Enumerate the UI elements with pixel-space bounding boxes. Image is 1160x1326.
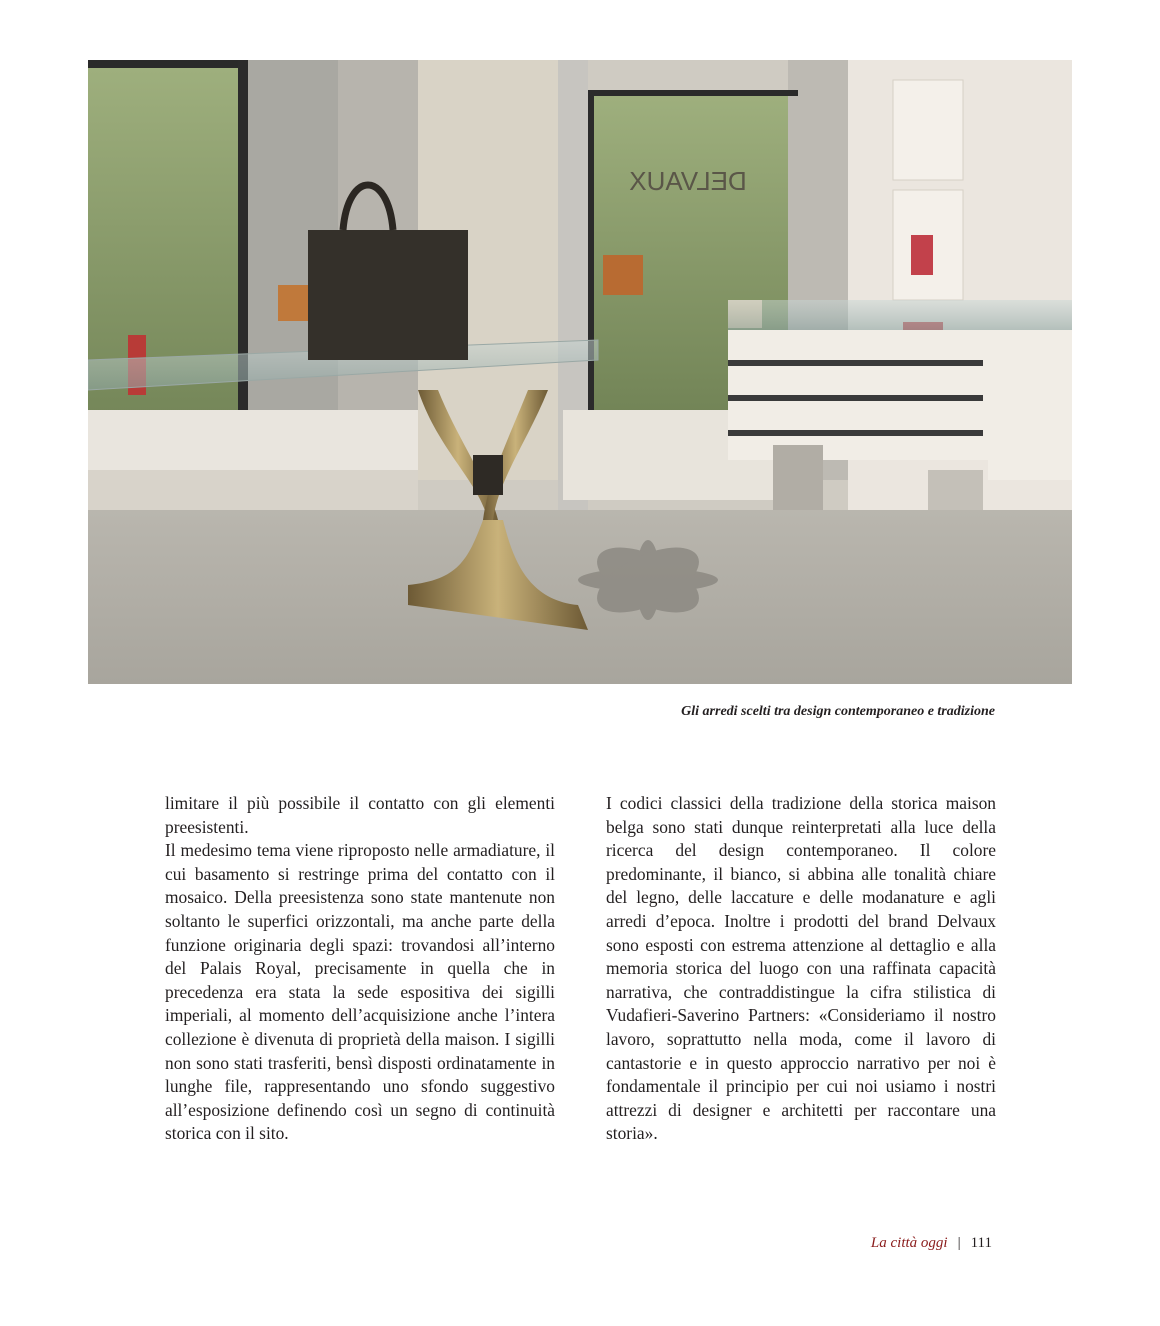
paragraph: I codici classici della tradizione della storica maison belga sono stati dunque reinterpretati alla luce della ricerca del design contemporaneo. Il colore predominante, il bianco, si abbina alle tonalità chiare del legno, delle laccature e delle modanature e agli arredi d’epoca. Inoltre i prodotti del brand Delvaux sono esposti con estrema attenzione al dettaglio e alla memoria storica del luogo con una raffinata capacità narrativa, che contraddistingue la cifra stilistica di Vudafieri-Saverino Partners: «Consideriamo il nostro lavoro, soprattutto nella moda, come il lavoro di cantastorie e in questo approccio narrativo per noi è fondamentale il principio per cui noi usiamo i nostri attrezzi di designer e architetti per raccontare una storia». (606, 793, 996, 1144)
delvaux-sign: DELVAUX (629, 166, 747, 196)
right-column (606, 792, 996, 1146)
paragraph: limitare il più possibile il contatto con gli elementi preesistenti. (165, 793, 555, 837)
store-interior-photo (88, 60, 1072, 684)
footer-separator: | (957, 1235, 961, 1251)
running-section-title: La città oggi (870, 1235, 948, 1251)
left-column (165, 792, 555, 1146)
paragraph: Il medesimo tema viene riproposto nelle armadiature, il cui basamento si restringe prima del contatto con il mosaico. Della preesistenza sono state mantenute non soltanto le superfici orizzontali, ma anche parte della funzione originaria degli spazi: trovandosi all’interno del Palais Royal, precisamente in quella che in precedenza era stata la sede espositiva dei sigilli imperiali, al momento dell’acquisizione anche l’intera collezione è divenuta di proprietà della maison. I sigilli non sono stati trasferiti, bensì disposti ordinatamente in lunghe file, rappresentando uno sfondo suggestivo all’esposizione definendo così un segno di continuità storica con il sito. (165, 840, 555, 1144)
page-number: 111 (970, 1235, 992, 1251)
figure-caption: Gli arredi scelti tra design contemporaneo e tradizione (681, 704, 995, 719)
page-footer (871, 1235, 992, 1252)
